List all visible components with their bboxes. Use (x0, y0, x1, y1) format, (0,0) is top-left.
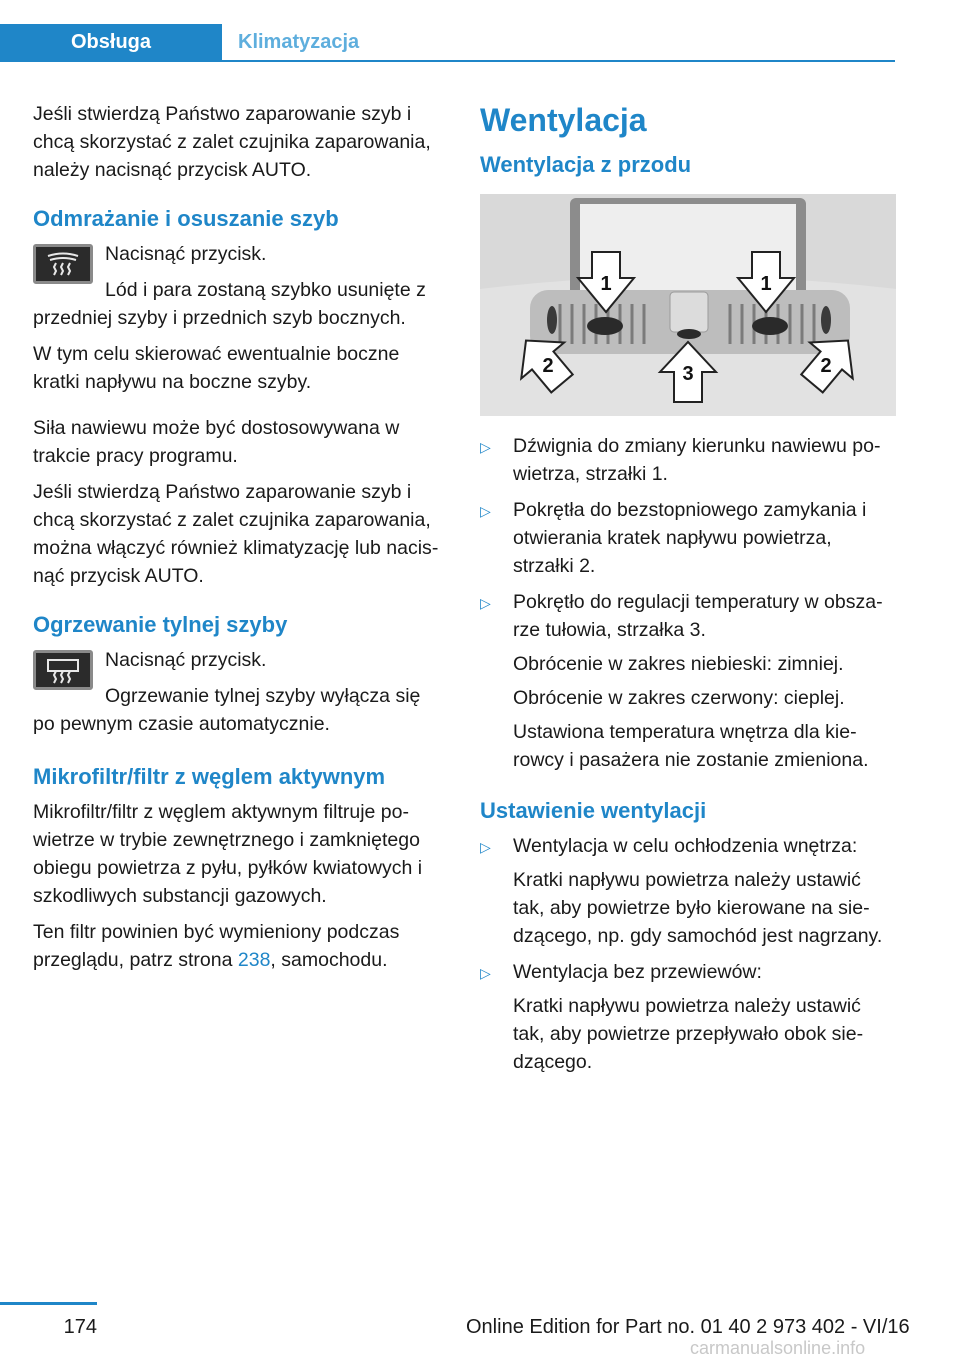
list-item: ▷ Pokrętło do regulacji temperatury w obszarze tułowia, strzałka 3. Obrócenie w zakres niebieski: zimniej. Obrócenie w zakres czerwony: cieplej. Ustawiona temperatura wnętrza dla kierowcy i pasażera nie zostanie zmieniona. (480, 588, 896, 774)
page-link-238[interactable]: 238 (237, 949, 271, 971)
dashboard-vents-photo (480, 194, 896, 416)
tab-klimatyzacja[interactable]: Klimatyzacja (238, 31, 360, 53)
temp-note-unchanged: Ustawiona temperatura wnętrza dla kierowcy i pasażera nie zostanie zmieniona. (513, 721, 869, 771)
defrost-tip: W tym celu skierować ewentualnie boczne kratki napływu na boczne szyby. (33, 343, 400, 393)
fan-note: Siła nawiewu może być dostosowywana w trakcie pracy programu. (33, 417, 400, 467)
left-column (33, 100, 445, 982)
rear-button-row (33, 646, 445, 738)
settings-detail: Kratki napływu powietrza należy ustawić tak, aby powietrze było kierowane na siedzącego, np. gdy samochód jest nagrzany. (513, 869, 883, 947)
rear-result-text: Ogrzewanie tylnej szyby wyłącza się po pewnym czasie automatycznie. (33, 685, 421, 735)
triangle-right-icon: ▷ (480, 595, 491, 611)
front-ventilation-subtitle: Wentylacja z przodu (480, 152, 692, 177)
filter-text: Mikrofiltr/filtr z węglem aktywnym filtruje powietrze w trybie zewnętrznego i zamkniętego obiegu powietrza z pyłu, pyłków kwiatowych i szkodliwych substancji gazowych. (33, 801, 423, 907)
temp-note-warm: Obrócenie w zakres czerwony: cieplej. (513, 687, 845, 709)
rear-heating-heading: Ogrzewanie tylnej szyby (33, 612, 288, 637)
triangle-right-icon: ▷ (480, 965, 491, 981)
defrost-button-row (33, 240, 445, 332)
list-item: ▷ Pokrętła do bezstopniowego zamykania i otwierania kratek napływu powietrza, strzałki 2. (480, 499, 867, 577)
service-text-post: , samochodu. (270, 949, 388, 971)
header-bar (0, 24, 895, 62)
footer-rule (0, 1302, 97, 1305)
photo-label-2-right: 2 (820, 355, 832, 377)
edition-note: Online Edition for Part no. 01 40 2 973 402 - VI/16 (466, 1316, 910, 1338)
ventilation-title: Wentylacja (480, 102, 647, 138)
photo-label-2-left: 2 (542, 355, 554, 377)
front-defrost-icon (33, 244, 93, 284)
rear-window-heating-icon (33, 650, 93, 690)
rear-press-text: Nacisnąć przycisk. (105, 649, 267, 671)
vent-settings-list (480, 832, 896, 1076)
triangle-right-icon: ▷ (480, 439, 491, 455)
vent-controls-list (480, 432, 896, 774)
triangle-right-icon: ▷ (480, 503, 491, 519)
filter-heading: Mikrofiltr/filtr z węglem aktywnym (33, 764, 386, 789)
intro-paragraph: Jeśli stwierdzą Państwo zaparowanie szyb i chcą skorzystać z zalet czujnika zaparowania, należy nacisnąć przycisk AUTO. (33, 103, 431, 181)
page-number: 174 (63, 1316, 97, 1338)
defrost-result-text: Lód i para zostaną szybko usunięte z przedniej szyby i przednich szyb bocznych. (33, 279, 426, 329)
photo-label-1-left: 1 (600, 273, 612, 295)
defrost-heading: Odmrażanie i osuszanie szyb (33, 206, 339, 231)
service-text-pre: Ten filtr powinien być wymieniony podczas przeglądu, patrz strona (33, 921, 400, 971)
photo-label-3: 3 (682, 363, 694, 385)
list-item: ▷ Wentylacja bez przewiewów: Kratki napływu powietrza należy ustawić tak, aby powietrze przepływało obok siedzącego. (480, 958, 896, 1076)
settings-detail: Kratki napływu powietrza należy ustawić tak, aby powietrze przepływało obok siedzącego. (513, 995, 864, 1073)
defrost-press-text: Nacisnąć przycisk. (105, 243, 267, 265)
list-item: ▷ Dźwignia do zmiany kierunku nawiewu powietrza, strzałki 1. (480, 435, 881, 485)
tab-obsluga[interactable]: Obsługa (0, 24, 222, 60)
photo-label-1-right: 1 (760, 273, 772, 295)
right-column (480, 100, 896, 1084)
watermark: carmanualsonline.info (690, 1338, 866, 1358)
triangle-right-icon: ▷ (480, 839, 491, 855)
filter-service-text (33, 918, 445, 974)
temp-note-cold: Obrócenie w zakres niebieski: zimniej. (513, 653, 844, 675)
vent-settings-heading: Ustawienie wentylacji (480, 798, 707, 823)
list-item: ▷ Wentylacja w celu ochłodzenia wnętrza: Kratki napływu powietrza należy ustawić tak, aby powietrze było kierowane na siedzącego, np. gdy samochód jest nagrzany. (480, 832, 896, 950)
fog-note: Jeśli stwierdzą Państwo zaparowanie szyb i chcą skorzystać z zalet czujnika zaparowania, można włączyć również klimatyzację lub nacisnąć przycisk AUTO. (33, 481, 439, 587)
